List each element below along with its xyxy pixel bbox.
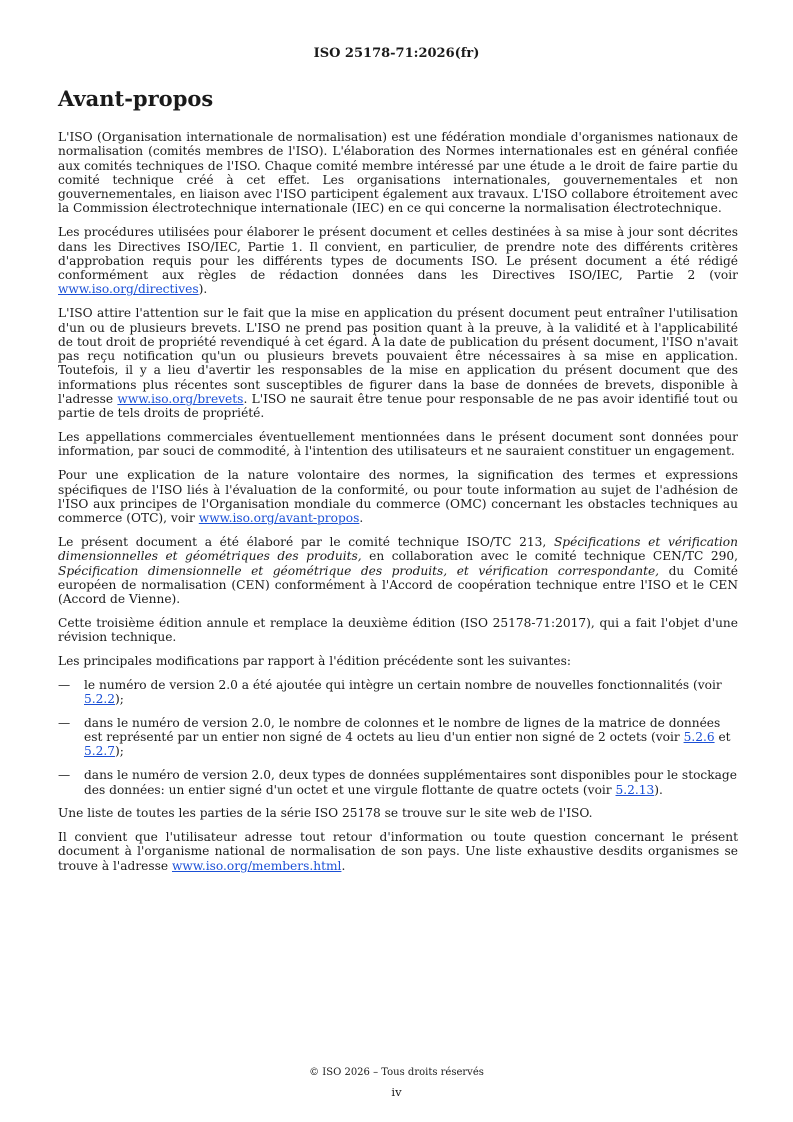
paragraph-iso-intro: L'ISO (Organisation internationale de normalisation) est une fédération mondiale d'organismes nationaux de normalisation (comités membres de l'ISO). L'élaboration des Normes internationales est en général confiée aux comités techniques de l'ISO. Chaque comité membre intéressé par une étude a le droit de faire partie du comité technique créé à cet effet. Les organisations internationales, gouvernementales et non gouvernementales, en liaison avec l'ISO participent également aux travaux. L'ISO collabore étroitement avec la Commission électrotechnique internationale (IEC) en ce qui concerne la normalisation électrotechnique. xyxy=(58,130,738,216)
paragraph-edition: Cette troisième édition annule et remplace la deuxième édition (ISO 25178-71:2017), qui a fait l'objet d'une révision technique. xyxy=(58,615,738,645)
paragraph-voluntary-nature xyxy=(58,468,738,525)
list-item-end: ); xyxy=(115,744,124,759)
paragraph-patents-end: . L'ISO ne saurait être tenue pour responsable de ne pas avoir identifié tout ou partie de tels droits de propriété. xyxy=(58,392,738,421)
list-item-text: le numéro de version 2.0 a été ajoutée qui intègre un certain nombre de nouvelles fonctionnalités (voir xyxy=(84,677,722,692)
list-item xyxy=(58,716,738,759)
page-number: iv xyxy=(391,1085,402,1099)
copyright-footer: © ISO 2026 – Tous droits réservés xyxy=(309,1067,484,1078)
document-id-header: ISO 25178-71:2026(fr) xyxy=(313,46,480,61)
committee-tc290-title: Spécification dimensionnelle et géométrique des produits, et vérification correspondante, xyxy=(58,563,660,578)
page-title: Avant-propos xyxy=(58,86,214,111)
paragraph-voluntary-nature-end: . xyxy=(359,511,364,526)
paragraph-feedback-text: Il convient que l'utilisateur adresse tout retour d'information ou toute question concernant le présent document à l'organisme national de normalisation de son pays. Une liste exhaustive desdits organismes se trouve à l'adresse xyxy=(58,830,738,873)
paragraph-procedures-end: ). xyxy=(198,282,208,297)
committee-tc213-title: Spécifications et vérification dimensionnelles et géométriques des produits, xyxy=(58,534,738,564)
foreword-link[interactable]: www.iso.org/avant-propos xyxy=(198,511,360,526)
paragraph-changes-intro: Les principales modifications par rapport à l'édition précédente sont les suivantes: xyxy=(58,654,571,668)
clause-link-5-2-6[interactable]: 5.2.6 xyxy=(683,730,715,745)
paragraph-committee-end: du Comité européen de normalisation (CEN) conformément à l'Accord de coopération technique entre l'ISO et le CEN (Accord de Vienne). xyxy=(58,563,738,607)
list-item-conjunction: et xyxy=(714,730,731,745)
list-item xyxy=(58,768,738,797)
paragraph-patents-text: L'ISO attire l'attention sur le fait que la mise en application du présent document peut entraîner l'utilisation d'un ou de plusieurs brevets. L'ISO ne prend pas position quant à la preuve, à la validité et à l'applicabilité de tout droit de propriété revendiqué à cet égard. À la date de publication du présent document, l'ISO n'avait pas reçu notification qu'un ou plusieurs brevets pouvaient être nécessaires à sa mise en application. Toutefois, il y a lieu d'avertir les responsables de la mise en application du présent document que des informations plus récentes sont susceptibles de figurer dans la base de données de brevets, disponible à l'adresse xyxy=(58,306,738,407)
paragraph-committee xyxy=(58,535,738,606)
paragraph-feedback-end: . xyxy=(341,858,346,873)
directives-link[interactable]: www.iso.org/directives xyxy=(58,282,199,297)
clause-link-5-2-13[interactable]: 5.2.13 xyxy=(615,782,655,797)
dash-bullet: — xyxy=(58,677,71,692)
foreword-body xyxy=(58,130,738,883)
dash-bullet: — xyxy=(58,768,71,783)
members-link[interactable]: www.iso.org/members.html xyxy=(171,858,342,873)
changes-list xyxy=(58,678,738,797)
list-item-text: dans le numéro de version 2.0, deux types de données supplémentaires sont disponibles pour le stockage des données: un entier signé d'un octet et une virgule flottante de quatre octets (voir xyxy=(84,768,737,797)
paragraph-feedback xyxy=(58,830,738,873)
list-item-end: ); xyxy=(115,692,124,707)
paragraph-committee-mid: en collaboration avec le comité technique CEN/TC 290, xyxy=(361,549,738,564)
clause-link-5-2-7[interactable]: 5.2.7 xyxy=(84,744,116,759)
clause-link-5-2-2[interactable]: 5.2.2 xyxy=(84,692,116,707)
paragraph-patents xyxy=(58,306,738,420)
paragraph-committee-text: Le présent document a été élaboré par le comité technique ISO/TC 213, xyxy=(58,534,554,549)
paragraph-trade-names: Les appellations commerciales éventuellement mentionnées dans le présent document sont données pour information, par souci de commodité, à l'intention des utilisateurs et ne sauraient constituer un engagement. xyxy=(58,430,738,459)
list-item-text: dans le numéro de version 2.0, le nombre de colonnes et le nombre de lignes de la matrice de données est représenté par un entier non signé de 4 octets au lieu d'un entier non signé de 2 octets (voir xyxy=(84,715,721,745)
paragraph-procedures xyxy=(58,225,738,296)
dash-bullet: — xyxy=(58,715,71,730)
list-item xyxy=(58,678,738,707)
paragraph-procedures-text: Les procédures utilisées pour élaborer le présent document et celles destinées à sa mise à jour sont décrites dans les Directives ISO/IEC, Partie 1. Il convient, en particulier, de prendre note des différents critères d'approbation requis pour les différents types de documents ISO. Le présent document a été rédigé conformément aux règles de rédaction données dans les Directives ISO/IEC, Partie 2 (voir xyxy=(58,225,738,283)
patents-link[interactable]: www.iso.org/brevets xyxy=(117,392,244,407)
list-item-end: ). xyxy=(654,782,663,797)
paragraph-voluntary-nature-text: Pour une explication de la nature volontaire des normes, la signification des termes et expressions spécifiques de l'ISO liés à l'évaluation de la conformité, ou pour toute information au sujet de l'adhésion de l'ISO aux principes de l'Organisation mondiale du commerce (OMC) concernant les obstacles techniques au commerce (OTC), voir xyxy=(58,468,738,526)
paragraph-series-list: Une liste de toutes les parties de la série ISO 25178 se trouve sur le site web de l'ISO. xyxy=(58,806,593,821)
